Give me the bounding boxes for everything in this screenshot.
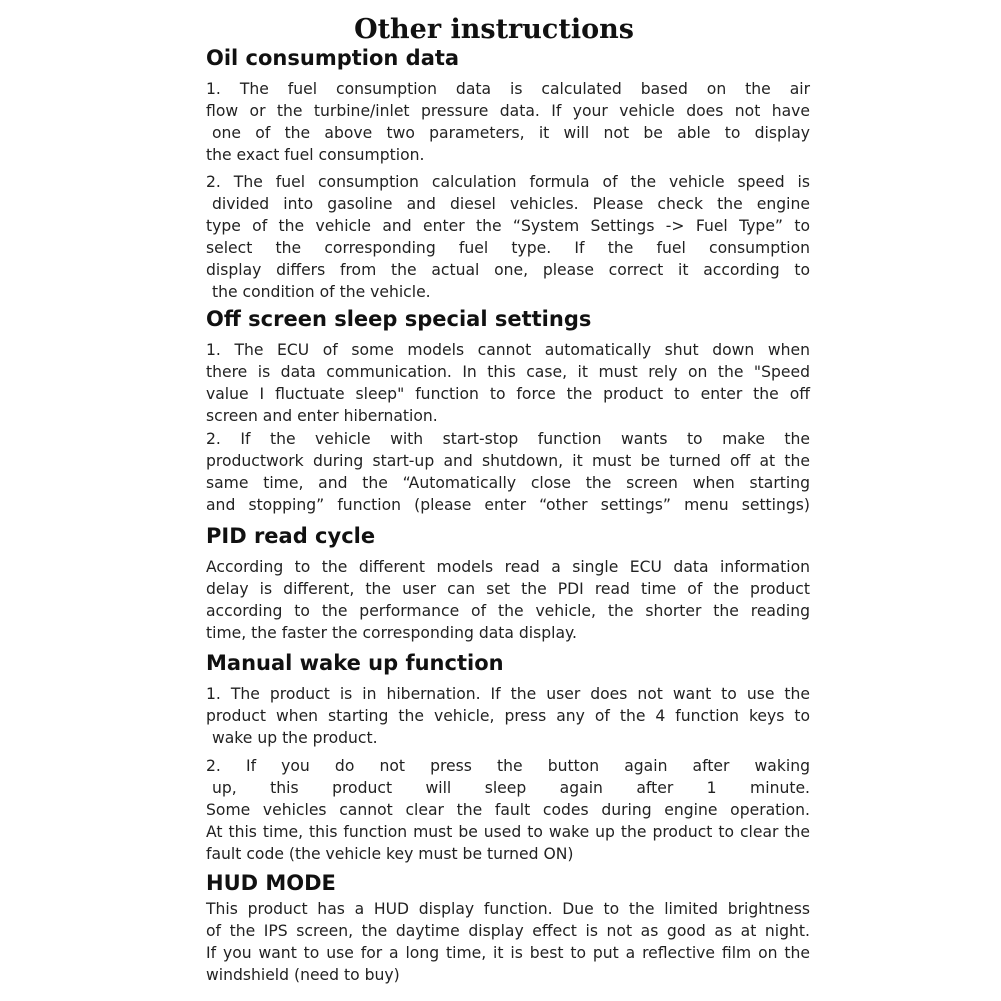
text-line: and stopping” function (please enter “other settings” menu settings) xyxy=(206,496,810,514)
text-line: At this time, this function must be used to wake up the product to clear the xyxy=(206,823,810,841)
text-line: Some vehicles cannot clear the fault codes during engine operation. xyxy=(206,801,810,819)
text-line: one of the above two parameters, it will not be able to display xyxy=(212,124,810,142)
text-line: productwork during start-up and shutdown, it must be turned off at the xyxy=(206,452,810,470)
text-line: product when starting the vehicle, press any of the 4 function keys to xyxy=(206,707,810,725)
text-line: time, the faster the corresponding data display. xyxy=(206,624,577,642)
text-line: wake up the product. xyxy=(212,729,378,747)
section-heading-hud-mode: HUD MODE xyxy=(206,871,336,895)
text-line: same time, and the “Automatically close the screen when starting xyxy=(206,474,810,492)
text-line: 2. If you do not press the button again after waking xyxy=(206,757,810,775)
paragraph-oil-consumption-1 xyxy=(206,78,810,166)
text-line: there is data communication. In this case, it must rely on the "Speed xyxy=(206,363,810,381)
paragraph-manual-wake-up-2 xyxy=(206,755,810,865)
text-line: the condition of the vehicle. xyxy=(212,283,431,301)
text-line: select the corresponding fuel type. If the fuel consumption xyxy=(206,239,810,257)
section-heading-manual-wake-up: Manual wake up function xyxy=(206,651,504,675)
text-line: 1. The ECU of some models cannot automatically shut down when xyxy=(206,341,810,359)
text-line: value I fluctuate sleep" function to force the product to enter the off xyxy=(206,385,810,403)
text-line: windshield (need to buy) xyxy=(206,966,400,984)
text-line: display differs from the actual one, please correct it according to xyxy=(206,261,810,279)
text-line: according to the performance of the vehicle, the shorter the reading xyxy=(206,602,810,620)
text-line: the exact fuel consumption. xyxy=(206,146,425,164)
paragraph-hud-mode xyxy=(206,898,810,986)
text-line: 2. If the vehicle with start-stop function wants to make the xyxy=(206,430,810,448)
text-line: screen and enter hibernation. xyxy=(206,407,438,425)
paragraph-off-screen-sleep-1 xyxy=(206,339,810,427)
text-line: According to the different models read a single ECU data information xyxy=(206,558,810,576)
section-heading-oil-consumption: Oil consumption data xyxy=(206,46,460,70)
section-heading-off-screen-sleep: Off screen sleep special settings xyxy=(206,307,592,331)
paragraph-off-screen-sleep-2 xyxy=(206,428,810,516)
paragraph-manual-wake-up-1 xyxy=(206,683,810,749)
text-line: flow or the turbine/inlet pressure data. If your vehicle does not have xyxy=(206,102,810,120)
text-line: type of the vehicle and enter the “System Settings -> Fuel Type” to xyxy=(206,217,810,235)
text-line: 1. The fuel consumption data is calculated based on the air xyxy=(206,80,810,98)
text-line: divided into gasoline and diesel vehicles. Please check the engine xyxy=(212,195,810,213)
text-line: of the IPS screen, the daytime display effect is not as good as at night. xyxy=(206,922,810,940)
text-line: 1. The product is in hibernation. If the user does not want to use the xyxy=(206,685,810,703)
paragraph-oil-consumption-2 xyxy=(206,171,810,303)
paragraph-pid-read-cycle xyxy=(206,556,810,644)
section-heading-pid-read-cycle: PID read cycle xyxy=(206,524,376,548)
text-line: fault code (the vehicle key must be turned ON) xyxy=(206,845,574,863)
text-line: up, this product will sleep again after 1 minute. xyxy=(212,779,810,797)
text-line: This product has a HUD display function. Due to the limited brightness xyxy=(206,900,810,918)
text-line: If you want to use for a long time, it is best to put a reflective film on the xyxy=(206,944,810,962)
text-line: 2. The fuel consumption calculation formula of the vehicle speed is xyxy=(206,173,810,191)
page-title: Other instructions xyxy=(354,14,634,45)
text-line: delay is different, the user can set the PDI read time of the product xyxy=(206,580,810,598)
